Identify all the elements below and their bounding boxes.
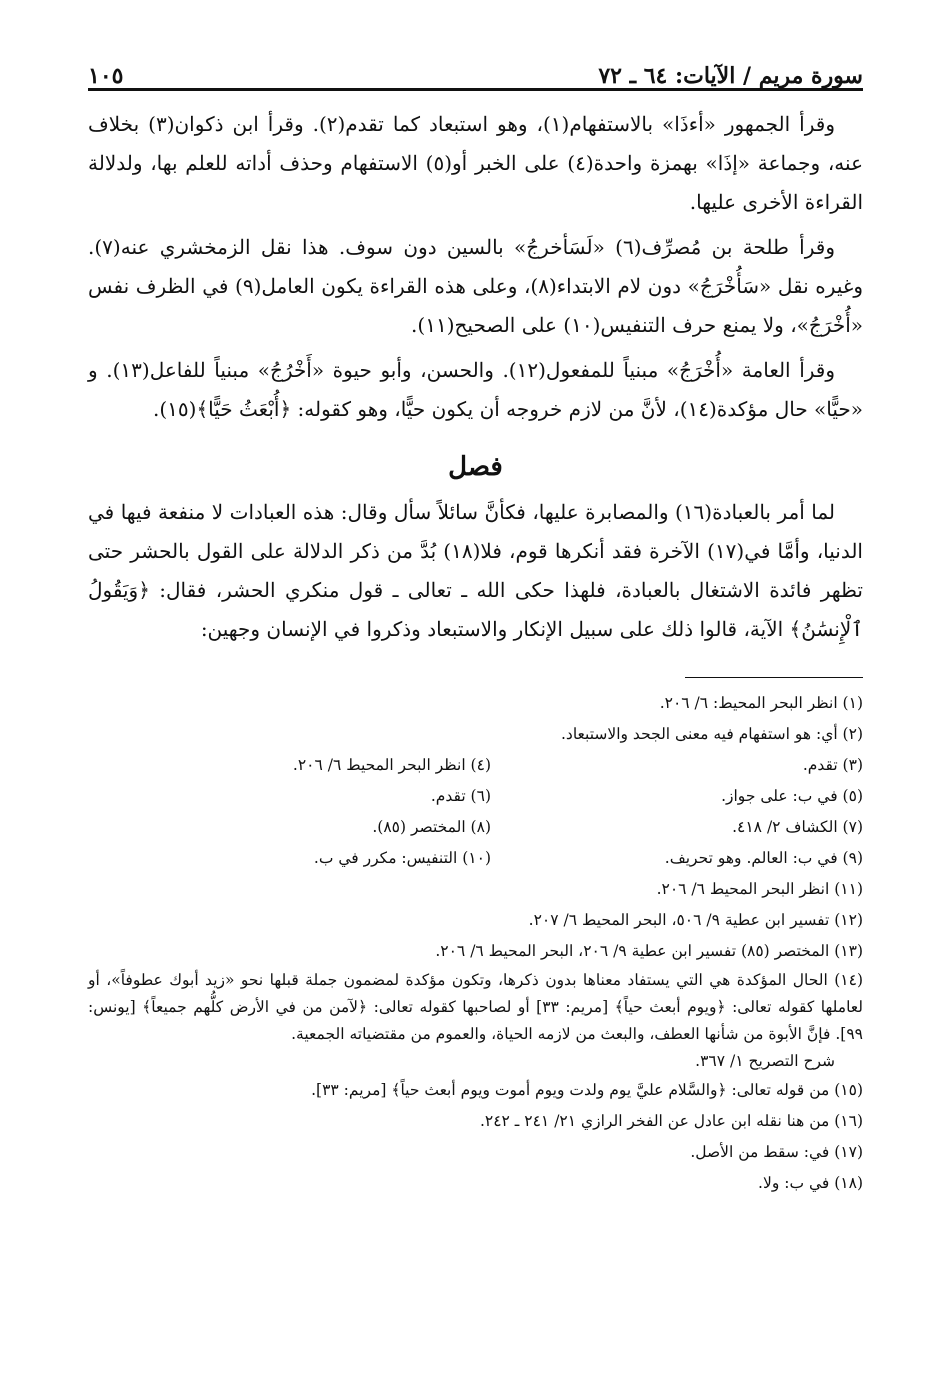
footnote-17: (١٧) في: سقط من الأصل. xyxy=(690,1143,863,1161)
running-title: سورة مريم / الآيات: ٦٤ ـ ٧٢ xyxy=(598,62,863,89)
footnote-16: (١٦) من هنا نقله ابن عادل عن الفخر الرازي ٢١/ ٢٤١ ـ ٢٤٢. xyxy=(479,1112,863,1130)
footnote-5: (٥) في ب: على جواز. xyxy=(721,787,863,805)
footnote-8: (٨) المختصر (٨٥). xyxy=(372,818,491,836)
section-heading: فصل xyxy=(448,452,503,482)
footnote-7: (٧) الكشاف ٢/ ٤١٨. xyxy=(732,818,863,836)
footnote-row xyxy=(88,750,863,781)
footnote-15: (١٥) من قوله تعالى: ﴿والسَّلام عليَّ يوم ولدت ويوم أموت ويوم أبعث حياً﴾ [مريم: ٣٣]. xyxy=(311,1081,863,1099)
main-text xyxy=(88,105,863,649)
footnote-6: (٦) تقدم. xyxy=(430,787,491,805)
footnotes xyxy=(88,688,863,1199)
paragraph-1: وقرأ الجمهور «أءذَا» بالاستفهام(١)، وهو استبعاد كما تقدم(٢). وقرأ ابن ذكوان(٣) بخلاف عنه، وجماعة «إذَا» بهمزة واحدة(٤) على الخبر أو(٥) الاستفهام وحذف أداته للعلم بها، ولدلالة القراءة الأخرى عليها. xyxy=(88,112,863,214)
footnote-9: (٩) في ب: العالم. وهو تحريف. xyxy=(664,849,863,867)
footnote-2: (٢) أي: هو استفهام فيه معنى الجحد والاستبعاد. xyxy=(561,725,863,743)
footnote-10: (١٠) التنفيس: مكرر في ب. xyxy=(313,849,491,867)
footnote-row xyxy=(88,812,863,843)
footnote-11: (١١) انظر البحر المحيط ٦/ ٢٠٦. xyxy=(656,880,863,898)
section-paragraph: لما أمر بالعبادة(١٦) والمصابرة عليها، فكأنَّ سائلاً سأل وقال: هذه العبادات لا منفعة فيها في الدنيا، وأمَّا في(١٧) الآخرة فقد أنكرها قوم، فلا(١٨) بُدَّ من ذكر الدلالة على القول بالحشر حتى تظهر فائدة الاشتغال بالعبادة، فلهذا حكى الله ـ تعالى ـ قول منكري الحشر، فقال: ﴿وَيَقُولُ ٱلْإِنسَٰنُ﴾ الآية، قالوا ذلك على سبيل الإنكار والاستبعاد وذكروا في الإنسان وجهين: xyxy=(88,500,863,641)
page-header xyxy=(88,52,863,91)
footnote-14-source: شرح التصريح ١/ ٣٦٧. xyxy=(695,1052,835,1070)
footnote-separator xyxy=(685,677,863,678)
footnote-18: (١٨) في ب: ولا. xyxy=(758,1174,863,1192)
footnote-row xyxy=(88,781,863,812)
page-number: ١٠٥ xyxy=(88,62,124,89)
paragraph-2: وقرأ طلحة بن مُصرِّف(٦) «لَسَأخرجُ» بالسين دون سوف. هذا نقل الزمخشري عنه(٧). وغيره نقل «سَأُخْرَجُ» دون لام الابتداء(٨)، وعلى هذه القراءة يكون العامل(٩) في الظرف نفس «أُخْرَجُ»، ولا يمنع حرف التنفيس(١٠) على الصحيح(١١). xyxy=(88,235,863,337)
paragraph-3: وقرأ العامة «أُخْرَجُ» مبنياً للمفعول(١٢). والحسن، وأبو حيوة «أَخْرُجُ» مبنياً للفاعل(١٣). و «حيًّا» حال مؤكدة(١٤)، لأنَّ من لازم خروجه أن يكون حيًّا، وهو كقوله: ﴿أُبْعَثُ حَيًّا﴾(١٥). xyxy=(88,358,863,421)
footnote-3: (٣) تقدم. xyxy=(802,756,863,774)
page xyxy=(88,52,863,1199)
footnote-4: (٤) انظر البحر المحيط ٦/ ٢٠٦. xyxy=(292,756,491,774)
footnote-1: (١) انظر البحر المحيط: ٦/ ٢٠٦. xyxy=(659,694,863,712)
footnote-12: (١٢) تفسير ابن عطية ٩/ ٥٠٦، البحر المحيط ٦/ ٢٠٧. xyxy=(528,911,863,929)
footnote-13: (١٣) المختصر (٨٥) تفسير ابن عطية ٩/ ٢٠٦، البحر المحيط ٦/ ٢٠٦. xyxy=(435,942,863,960)
footnote-row xyxy=(88,843,863,874)
footnote-14: (١٤) الحال المؤكدة هي التي يستفاد معناها بدون ذكرها، وتكون مؤكدة لمضمون جملة قبلها نحو «زيد أبوك عطوفاً»، أو لعاملها كقوله تعالى: ﴿ويوم أبعث حياً﴾ [مريم: ٣٣] أو لصاحبها كقوله تعالى: ﴿لآمن من في الأرض كلُّهم جميعاً﴾ [يونس: ٩٩]. فإنَّ الأبوة من شأنها العطف، والبعث من لازمه الحياة، والعموم من مقتضياته الجمعية. xyxy=(88,971,863,1043)
